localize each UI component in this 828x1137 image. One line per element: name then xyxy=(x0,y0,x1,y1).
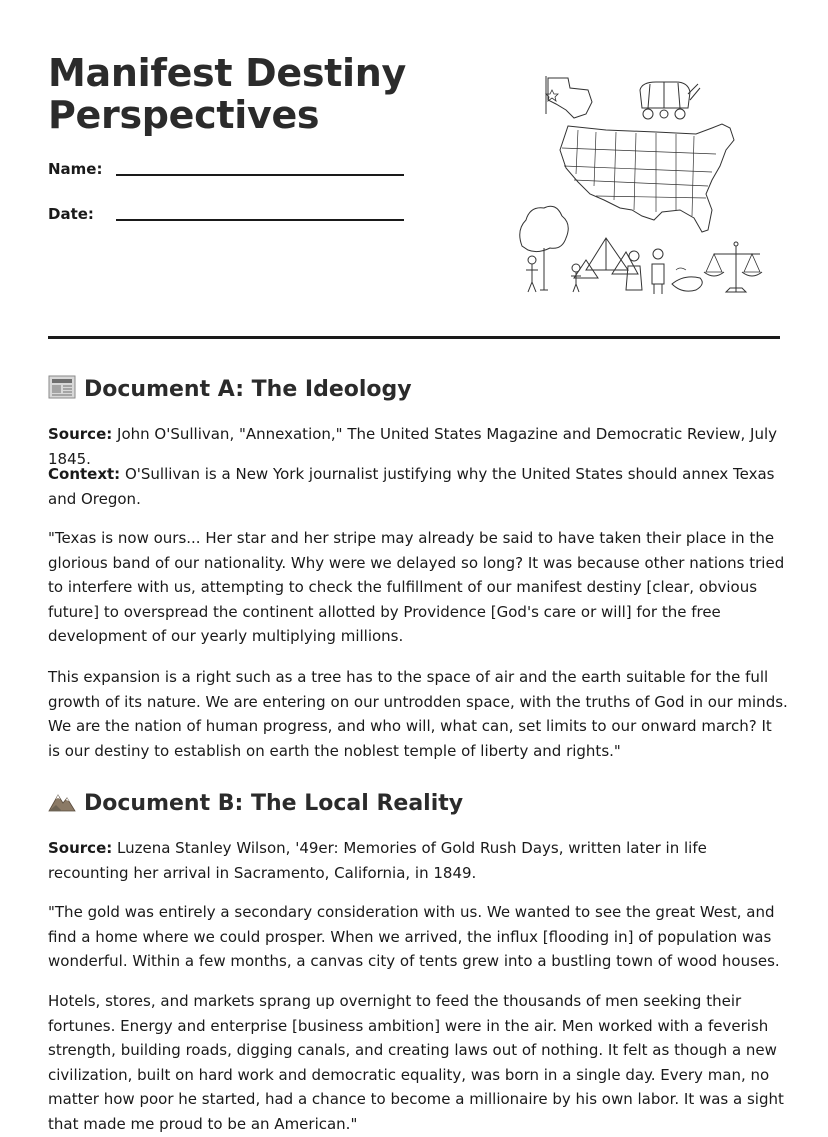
worksheet-header xyxy=(48,0,780,340)
worksheet-page xyxy=(48,0,788,1133)
tree-icon xyxy=(520,206,569,290)
page-title: Manifest Destiny Perspectives xyxy=(48,51,406,137)
doc-b-source: Source: Luzena Stanley Wilson, '49er: Memories of Gold Rush Days, written later in life recounting her arrival in Sacramento, California, in 1849. xyxy=(48,839,707,882)
date-field[interactable] xyxy=(48,205,94,223)
doc-a-heading: Document A: The Ideology xyxy=(48,375,412,404)
date-line[interactable] xyxy=(116,219,404,221)
doc-a-context: Context: O'Sullivan is a New York journalist justifying why the United States should annex Texas and Oregon. xyxy=(48,465,775,508)
manifest-destiny-illustration xyxy=(516,70,768,302)
name-line[interactable] xyxy=(116,174,404,176)
gold-pan-icon xyxy=(672,268,702,291)
doc-b-quote-paragraph-2: Hotels, stores, and markets sprang up overnight to feed the thousands of men seeking their fortunes. Energy and enterprise [business ambition] were in the air. Men worked with a feverish strength, building roads, digging canals, and creating laws out of nothing. It felt as though a new civilization, built on hard work and democratic equality, was born in a single day. Every man, no matter how poor he started, had a chance to become a millionaire by his own labor. It was a sight that made me proud to be an American." xyxy=(48,992,784,1133)
scales-icon xyxy=(704,242,762,292)
doc-a-quote-paragraph-1: "Texas is now ours... Her star and her stripe may already be said to have taken their place in the glorious band of our nationality. Why were we delayed so long? It was because other nations tried to interfere with us, attempting to check the fulfillment of our manifest destiny [clear, obvious future] to overspread the continent allotted by Providence [God's care or will] for the free development of our yearly multiplying millions. xyxy=(48,529,785,646)
covered-wagon-icon xyxy=(640,82,700,119)
doc-b-heading: Document B: The Local Reality xyxy=(48,789,463,818)
doc-a-source: Source: John O'Sullivan, "Annexation," The United States Magazine and Democratic Review, July 1845. xyxy=(48,425,778,468)
name-label: Name: xyxy=(48,160,103,178)
doc-a-quote-paragraph-2: This expansion is a right such as a tree has to the space of air and the earth suitable for the full growth of its nature. We are entering on our untrodden space, with the truths of God in our minds. We are the nation of human progress, and who will, what can, set limits to our onward march? It is our destiny to establish on earth the noblest temple of liberty and rights." xyxy=(48,668,788,760)
texas-flag-icon xyxy=(546,76,592,118)
newspaper-icon xyxy=(48,375,76,399)
tent-icon xyxy=(574,238,638,278)
header-divider xyxy=(48,336,780,339)
mountain-icon xyxy=(48,789,76,813)
us-map-icon xyxy=(560,124,734,232)
name-field[interactable] xyxy=(48,160,102,178)
date-label: Date: xyxy=(48,205,94,223)
doc-b-quote-paragraph-1: "The gold was entirely a secondary consideration with us. We wanted to see the great West, and find a home where we could prosper. When we arrived, the influx [flooding in] of population was wonderful. Within a few months, a canvas city of tents grew into a bustling town of wood houses. xyxy=(48,903,780,971)
